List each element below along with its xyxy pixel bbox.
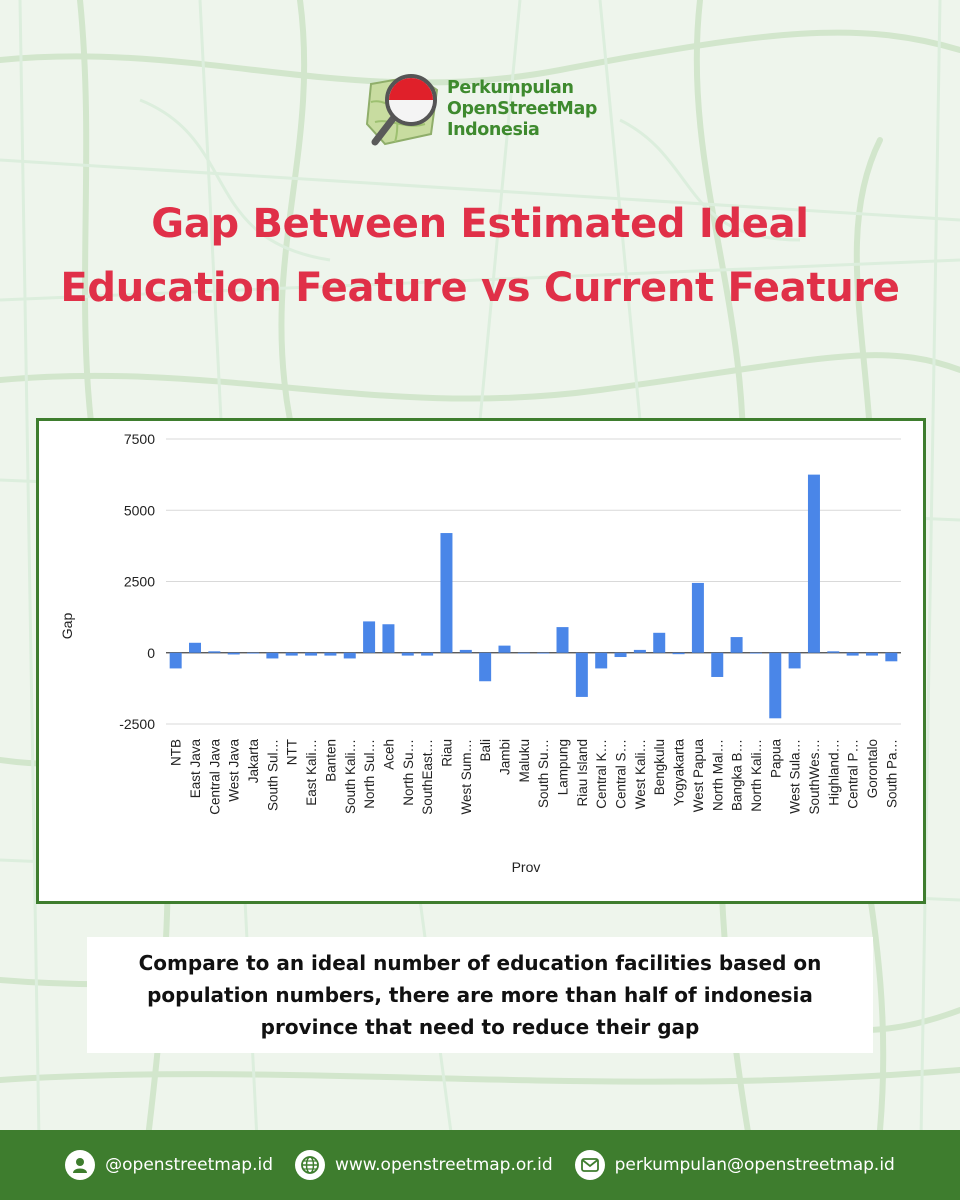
x-tick-label: West Kali…: [632, 739, 648, 810]
x-tick-label: South Kali…: [342, 739, 358, 815]
x-tick-label: Bali: [478, 739, 494, 762]
bar: [518, 653, 530, 654]
bar: [711, 653, 723, 677]
bar: [750, 653, 762, 654]
x-tick-label: Central S…: [613, 739, 629, 809]
x-tick-label: NTB: [168, 739, 184, 766]
x-tick-label: Riau Island: [574, 739, 590, 807]
y-tick-label: 0: [147, 644, 155, 661]
x-tick-label: Aceh: [381, 739, 397, 770]
bar: [866, 653, 878, 656]
footer-social-label: @openstreetmap.id: [105, 1155, 273, 1175]
osm-magnifier-logo-icon: [365, 72, 447, 152]
bar: [189, 643, 201, 653]
brand-line-3: Indonesia: [447, 120, 540, 140]
bar: [479, 653, 491, 682]
globe-icon: [295, 1150, 325, 1180]
bar: [382, 624, 394, 653]
bar: [170, 653, 182, 669]
x-tick-label: Highland…: [826, 739, 842, 806]
bar: [692, 583, 704, 653]
x-tick-label: Central Java: [207, 739, 223, 815]
bar: [808, 475, 820, 653]
x-tick-label: South Sul…: [265, 739, 281, 812]
bar: [847, 653, 859, 656]
bar: [673, 653, 685, 654]
bar: [827, 651, 839, 652]
user-icon: [65, 1150, 95, 1180]
footer-website[interactable]: [295, 1150, 553, 1180]
y-tick-label: -2500: [119, 716, 155, 732]
bar: [498, 646, 510, 653]
x-tick-label: Bengkulu: [652, 739, 668, 796]
bar: [402, 653, 414, 656]
bar: [634, 650, 646, 653]
footer-email-label: perkumpulan@openstreetmap.id: [614, 1155, 895, 1175]
x-tick-label: West Java: [226, 739, 242, 802]
x-tick-label: Yogyakarta: [671, 739, 687, 807]
x-axis-label: Prov: [511, 859, 541, 875]
x-tick-label: East Kali…: [304, 739, 320, 806]
bar: [537, 653, 549, 654]
x-tick-label: Central P…: [845, 739, 861, 809]
x-tick-label: North Su…: [400, 739, 416, 806]
footer-bar: [0, 1130, 960, 1200]
footer-social[interactable]: [65, 1150, 273, 1180]
bar: [363, 621, 375, 652]
bar: [344, 653, 356, 659]
x-tick-label: Maluku: [516, 739, 532, 783]
bar-chart: [39, 421, 923, 901]
x-tick-label: East Java: [188, 739, 204, 799]
y-tick-label: 5000: [123, 502, 155, 519]
bar: [324, 653, 336, 656]
brand-line-1: Perkumpulan: [447, 78, 574, 98]
x-tick-label: South Pa…: [884, 739, 900, 809]
x-tick-label: West Sula…: [787, 739, 803, 814]
mail-icon: [575, 1150, 605, 1180]
x-tick-label: North Mal…: [710, 739, 726, 812]
bar: [266, 653, 278, 659]
x-tick-label: Papua: [768, 739, 784, 779]
x-tick-label: Jakarta: [246, 739, 262, 784]
bar: [615, 653, 627, 657]
bar: [557, 627, 569, 653]
x-tick-label: SouthEast…: [420, 739, 436, 815]
x-tick-label: North Kali…: [748, 739, 764, 812]
bar: [769, 653, 781, 719]
bar: [885, 653, 897, 662]
brand-name: [447, 78, 617, 141]
x-tick-label: SouthWes…: [806, 739, 822, 815]
x-tick-label: Bangka B…: [729, 739, 745, 812]
x-tick-label: Lampung: [555, 739, 571, 796]
bar: [731, 637, 743, 653]
x-tick-label: NTT: [284, 739, 300, 766]
y-tick-label: 2500: [123, 573, 155, 590]
bar: [653, 633, 665, 653]
brand-line-2: OpenStreetMap: [447, 99, 597, 119]
caption-box: [87, 937, 873, 1053]
caption-text: Compare to an ideal number of education facilities based on population numbers, there are more than half of indonesia province that need to reduce their gap: [138, 951, 822, 1039]
bar: [421, 653, 433, 656]
brand-logo: [365, 72, 615, 152]
chart-container: [36, 418, 926, 904]
bar: [286, 653, 298, 656]
x-tick-label: Central K…: [594, 739, 610, 809]
bar: [228, 653, 240, 655]
x-tick-label: Banten: [323, 739, 339, 782]
footer-website-label: www.openstreetmap.or.id: [335, 1155, 553, 1175]
bar: [440, 533, 452, 653]
footer-email[interactable]: [575, 1150, 895, 1180]
bar: [789, 653, 801, 669]
page-title: Gap Between Estimated Ideal Education Feature vs Current Feature: [60, 201, 900, 311]
bar: [208, 651, 220, 652]
bar: [576, 653, 588, 697]
bar: [305, 653, 317, 656]
x-tick-label: West Sum…: [458, 739, 474, 815]
x-tick-label: South Su…: [536, 739, 552, 809]
x-tick-label: Jambi: [497, 739, 513, 776]
x-tick-label: Gorontalo: [864, 739, 880, 799]
y-axis-label: Gap: [59, 612, 75, 640]
bar: [595, 653, 607, 669]
bar: [247, 653, 259, 654]
x-tick-label: Riau: [439, 739, 455, 767]
x-tick-label: North Sul…: [362, 739, 378, 809]
bar: [460, 650, 472, 653]
y-tick-label: 7500: [123, 431, 155, 447]
x-tick-label: West Papua: [690, 739, 706, 813]
